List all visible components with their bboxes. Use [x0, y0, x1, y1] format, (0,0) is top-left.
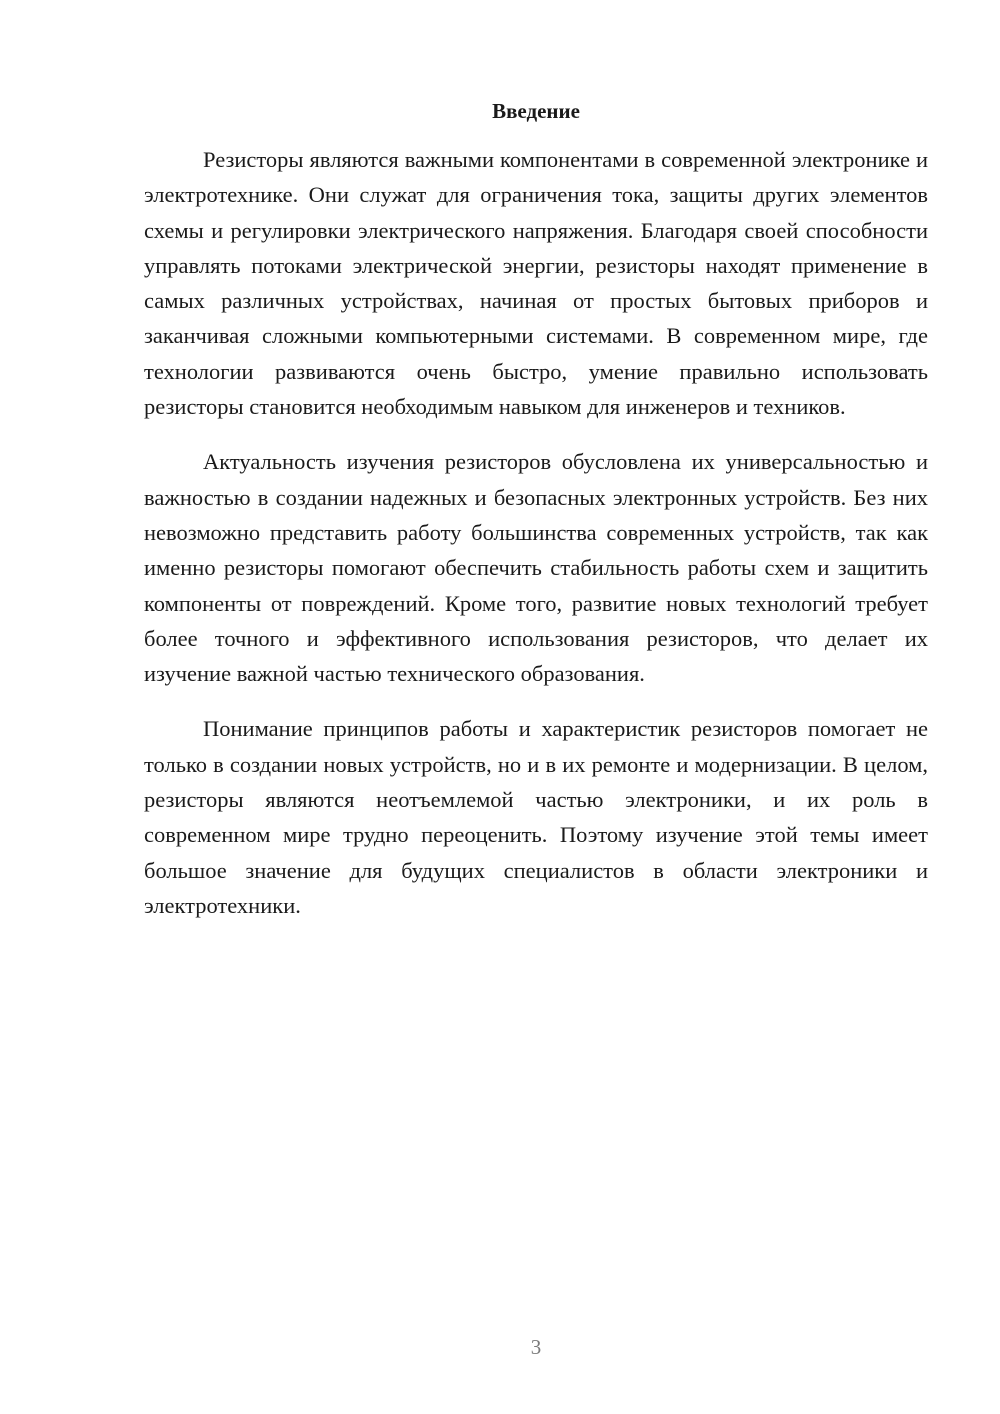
section-title: Введение [492, 99, 580, 123]
paragraph-introduction: Резисторы являются важными компонентами в современной электронике и электротехнике. Они служат для ограничения тока, защиты других элементов схемы и регулировки электрического напряжения. Благодаря своей способности управлять потоками электрической энергии, резисторы находят применение в самых различных устройствах, начиная от простых бытовых приборов и заканчивая сложными компьютерными системами. В современном мире, где технологии развиваются очень быстро, умение правильно использовать резисторы становится необходимым навыком для инженеров и техников. [144, 147, 928, 420]
document-body [144, 142, 928, 943]
paragraph-relevance: Актуальность изучения резисторов обусловлена их универсальностью и важностью в создании надежных и безопасных электронных устройств. Без них невозможно представить работу большинства современных устройств, так как именно резисторы помогают обеспечить стабильность работы схем и защитить компоненты от повреждений. Кроме того, развитие новых технологий требует более точного и эффективного использования резисторов, что делает их изучение важной частью технического образования. [144, 449, 928, 687]
page-number: 3 [530, 1335, 542, 1359]
paragraph-understanding: Понимание принципов работы и характеристик резисторов помогает не только в создании новых устройств, но и в их ремонте и модернизации. В целом, резисторы являются неотъемлемой частью электроники, и их роль в современном мире трудно переоценить. Поэтому изучение этой темы имеет большое значение для будущих специалистов в области электроники и электротехники. [144, 716, 928, 918]
